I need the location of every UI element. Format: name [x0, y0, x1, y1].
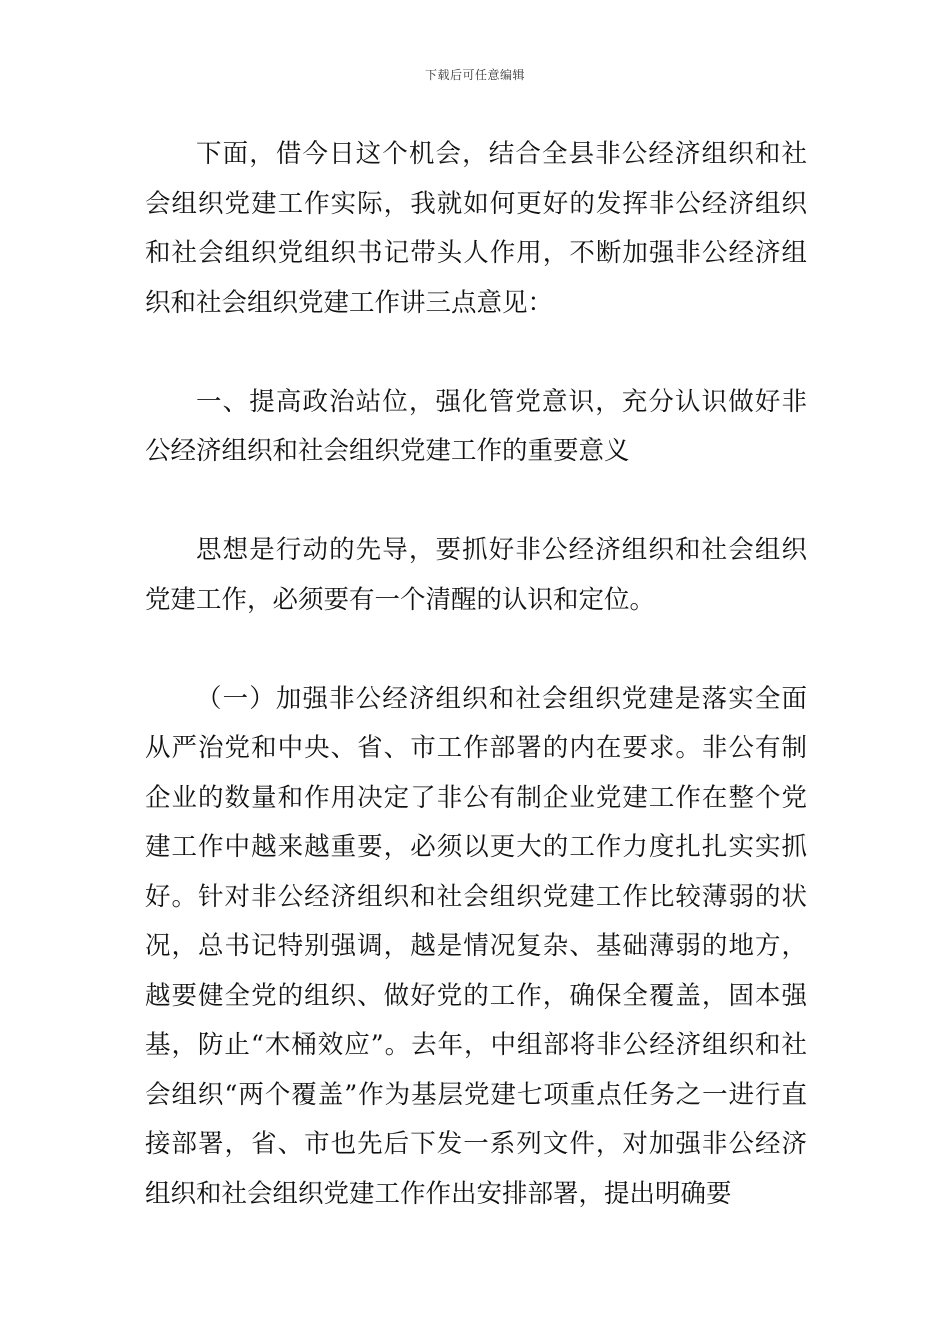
document-body: [145, 130, 807, 1219]
paragraph-guidance: 思想是行动的先导，要抓好非公经济组织和社会组织党建工作，必须要有一个清醒的认识和定位。: [145, 535, 807, 615]
header-note: 下载后可任意编辑: [424, 68, 525, 82]
paragraph-section-heading: 一、提高政治站位，强化管党意识，充分认识做好非公经济组织和社会组织党建工作的重要意义: [145, 386, 807, 466]
paragraph-intro: 下面，借今日这个机会，结合全县非公经济组织和社会组织党建工作实际，我就如何更好的发挥非公经济组织和社会组织党组织书记带头人作用，不断加强非公经济组织和社会组织党建工作讲三点意见：: [145, 139, 807, 318]
paragraph-point-one: （一）加强非公经济组织和社会组织党建是落实全面从严治党和中央、省、市工作部署的内在要求。非公有制企业的数量和作用决定了非公有制企业党建工作在整个党建工作中越来越重要，必须以更大的工作力度扎扎实实抓好。针对非公经济组织和社会组织党建工作比较薄弱的状况，总书记特别强调，越是情况复杂、基础薄弱的地方，越要健全党的组织、做好党的工作，确保全覆盖，固本强基，防止“木桶效应”。去年，中组部将非公经济组织和社会组织“两个覆盖”作为基层党建七项重点任务之一进行直接部署，省、市也先后下发一系列文件，对加强非公经济组织和社会组织党建工作作出安排部署，提出明确要: [145, 683, 807, 1209]
